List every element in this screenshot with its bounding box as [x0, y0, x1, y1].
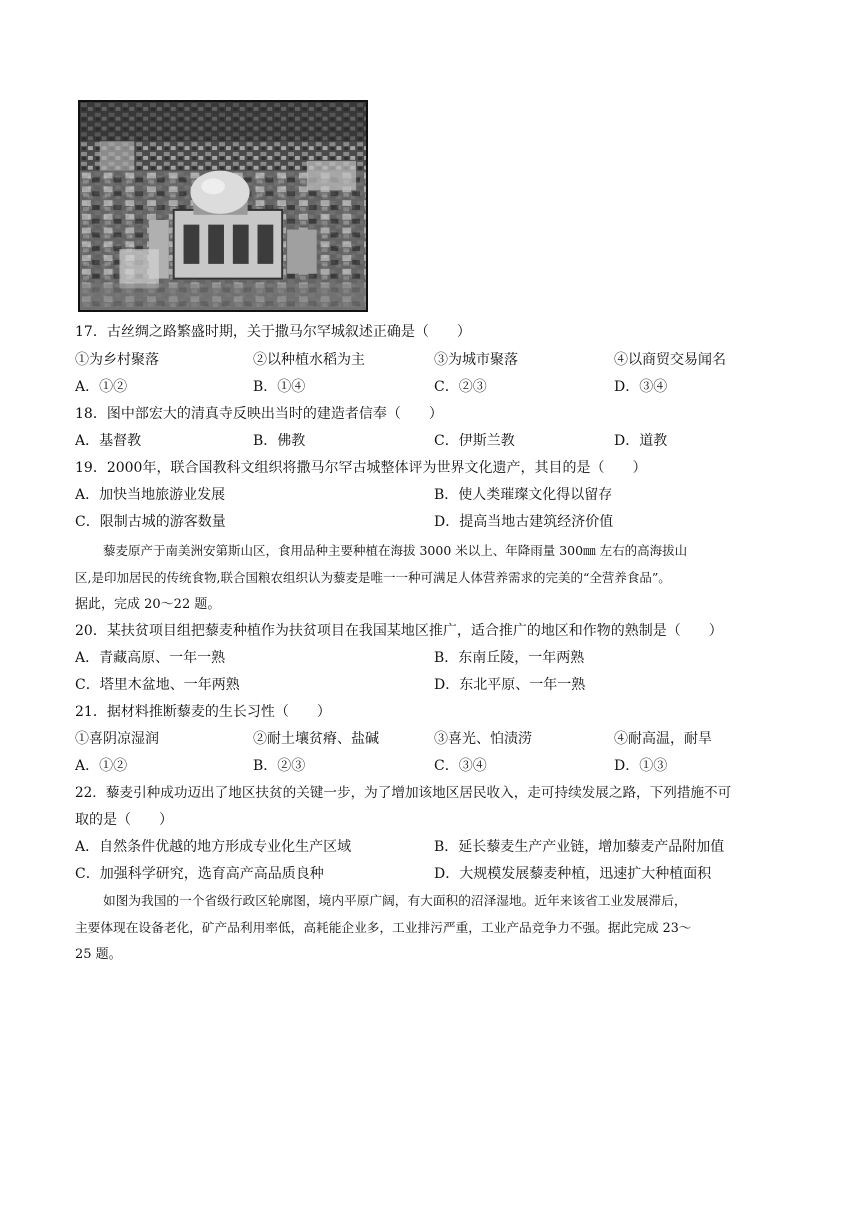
question-18-stem: 18．图中部宏大的清真寺反映出当时的建造者信奉（ ）	[75, 406, 443, 422]
q22-option-a[interactable]: A．自然条件优越的地方形成专业化生产区域	[75, 839, 352, 855]
q18-option-d[interactable]: D．道教	[614, 433, 668, 449]
q18-option-c[interactable]: C．伊斯兰教	[434, 433, 515, 449]
q21-option-d[interactable]: D．①③	[614, 758, 668, 774]
q17-statement-3: ③为城市聚落	[434, 352, 518, 368]
samarkand-city-photo	[78, 100, 368, 312]
city-photo-illustration	[80, 102, 366, 310]
q17-option-a[interactable]: A．①②	[75, 379, 128, 395]
q21-statement-4: ④耐高温，耐旱	[614, 731, 712, 747]
q19-option-d[interactable]: D．提高当地古建筑经济价值	[434, 514, 614, 530]
question-21-stem: 21．据材料推断藜麦的生长习性（ ）	[75, 704, 331, 720]
q22-option-b[interactable]: B．延长藜麦生产产业链，增加藜麦产品附加值	[434, 839, 725, 855]
material2-line-3: 25 题。	[75, 947, 122, 962]
material2-line-1: 如图为我国的一个省级行政区轮廓图，境内平原广阔，有大面积的沼泽湿地。近年来该省工业发展滞后，	[103, 893, 687, 908]
q17-statement-1: ①为乡村聚落	[75, 352, 159, 368]
q20-option-b[interactable]: B．东南丘陵，一年两熟	[434, 650, 585, 666]
question-22-stem-line-2: 取的是（ ）	[75, 812, 173, 828]
q20-option-c[interactable]: C．塔里木盆地、一年两熟	[75, 677, 240, 693]
province-material-paragraph	[75, 888, 795, 968]
q21-statement-1: ①喜阴凉湿润	[75, 731, 159, 747]
material2-line-2: 主要体现在设备老化，矿产品利用率低，高耗能企业多，工业排污严重，工业产品竞争力不强。据此完成 23～	[75, 920, 692, 935]
q18-option-a[interactable]: A．基督教	[75, 433, 142, 449]
q19-option-c[interactable]: C．限制古城的游客数量	[75, 514, 226, 530]
q21-option-a[interactable]: A．①②	[75, 758, 128, 774]
q18-option-b[interactable]: B．佛教	[253, 433, 306, 449]
question-17-stem: 17．古丝绸之路繁盛时期，关于撒马尔罕城叙述正确是（ ）	[75, 324, 471, 340]
question-20-stem: 20．某扶贫项目组把藜麦种植作为扶贫项目在我国某地区推广，适合推广的地区和作物的熟制是（ ）	[75, 623, 723, 639]
question-22-stem-line-1: 22．藜麦引种成功迈出了地区扶贫的关键一步，为了增加该地区居民收入，走可持续发展之路，下列措施不可	[75, 785, 732, 801]
q21-option-b[interactable]: B．②③	[253, 758, 306, 774]
q17-option-b[interactable]: B．①④	[253, 379, 306, 395]
q22-option-d[interactable]: D．大规模发展藜麦种植，迅速扩大种植面积	[434, 866, 712, 882]
q17-option-d[interactable]: D．③④	[614, 379, 668, 395]
q20-option-a[interactable]: A．青藏高原、一年一熟	[75, 650, 226, 666]
q19-option-b[interactable]: B．使人类璀璨文化得以留存	[434, 487, 613, 503]
q17-statement-4: ④以商贸交易闻名	[614, 352, 726, 368]
q21-option-c[interactable]: C．③④	[434, 758, 487, 774]
q21-statement-2: ②耐土壤贫瘠、盐碱	[253, 731, 379, 747]
q19-option-a[interactable]: A．加快当地旅游业发展	[75, 487, 226, 503]
question-19-stem: 19．2000年，联合国教科文组织将撒马尔罕古城整体评为世界文化遗产，其目的是（ ）	[75, 460, 647, 476]
q22-option-c[interactable]: C．加强科学研究，选育高产高品质良种	[75, 866, 324, 882]
material1-line-3: 据此，完成 20～22 题。	[75, 597, 221, 612]
q20-option-d[interactable]: D．东北平原、一年一熟	[434, 677, 586, 693]
material1-line-2: 区,是印加居民的传统食物,联合国粮农组织认为藜麦是唯一一种可满足人体营养需求的完美的“全营养食品”。	[75, 570, 671, 585]
q17-statement-2: ②以种植水稻为主	[253, 352, 365, 368]
quinoa-material-paragraph	[75, 538, 795, 618]
material1-line-1: 藜麦原产于南美洲安第斯山区，食用品种主要种植在海拔 3000 米以上、年降雨量 300㎜ 左右的高海拔山	[103, 543, 688, 558]
q21-statement-3: ③喜光、怕渍涝	[434, 731, 532, 747]
q17-option-c[interactable]: C．②③	[434, 379, 487, 395]
